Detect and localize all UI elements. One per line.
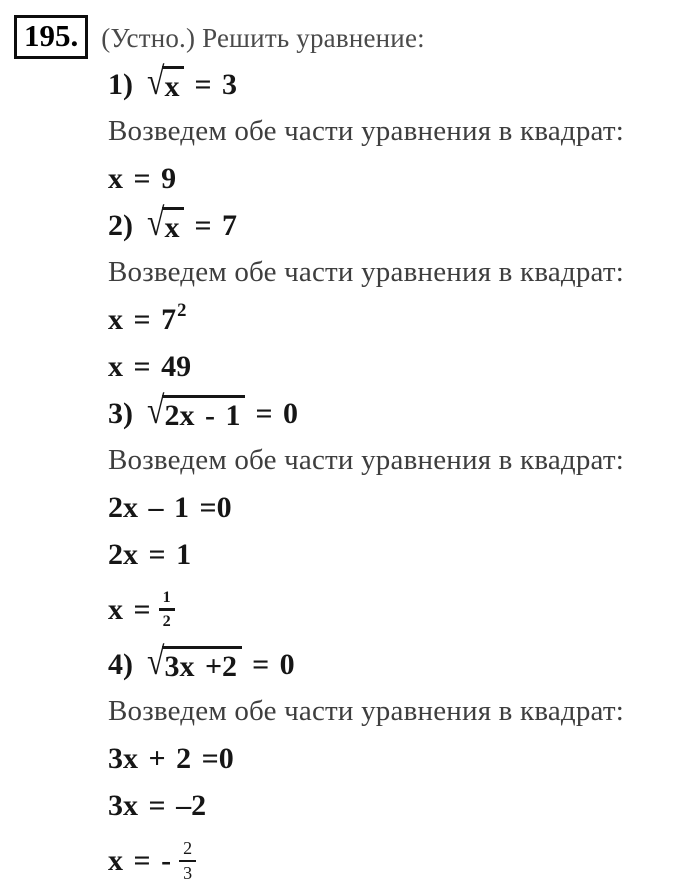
equation-4-label: 4)	[108, 647, 133, 681]
equation-4	[108, 641, 686, 688]
radical-expression-3	[147, 388, 245, 432]
problem-prompt: (Устно.) Решить уравнение:	[101, 22, 425, 53]
radicand-1: x	[162, 66, 184, 103]
p4-step-2: 3x = –2	[108, 788, 207, 822]
equation-2-label: 2)	[108, 208, 133, 242]
fraction-denominator: 3	[183, 862, 193, 883]
radicand-4: 3x +2	[162, 646, 242, 683]
radical-expression-2	[147, 200, 184, 244]
solution-body	[14, 61, 686, 892]
p3-step-2: 2x = 1	[108, 537, 192, 571]
squaring-note-2: Возведем обе части уравнения в квадрат:	[108, 256, 625, 288]
fraction-numerator: 2	[179, 839, 196, 862]
squaring-note-3: Возведем обе части уравнения в квадрат:	[108, 444, 625, 476]
equation-1	[108, 61, 686, 108]
p1-step-1: x = 9	[108, 161, 177, 195]
fraction-two-thirds	[179, 839, 196, 883]
radical-sign: √	[147, 59, 165, 103]
equation-1-label: 1)	[108, 67, 133, 101]
equation-3-rhs: = 0	[255, 396, 299, 430]
radicand-3: 2x - 1	[162, 395, 245, 432]
p4-step-1: 3x + 2 =0	[108, 741, 234, 775]
fraction-numerator: 1	[159, 589, 175, 611]
equation-2-rhs: = 7	[194, 208, 238, 242]
squaring-note-1: Возведем обе части уравнения в квадрат:	[108, 115, 625, 147]
fraction-denominator: 2	[162, 612, 171, 630]
p3-step-3	[108, 578, 686, 641]
equation-3	[108, 390, 686, 437]
p3-step-1: 2x – 1 =0	[108, 490, 232, 524]
equation-3-label: 3)	[108, 396, 133, 430]
radical-expression-1	[147, 59, 184, 103]
squaring-note-4: Возведем обе части уравнения в квадрат:	[108, 695, 625, 727]
equation-2	[108, 202, 686, 249]
equation-1-rhs: = 3	[194, 67, 238, 101]
p3-step-3-lhs: x =	[108, 592, 151, 626]
radicand-2: x	[162, 207, 184, 244]
p2-step-1: x = 7 2	[108, 300, 187, 336]
p4-step-3	[108, 829, 686, 892]
p4-step-3-lhs: x = -	[108, 843, 172, 877]
problem-number-box	[14, 15, 88, 59]
p2-step-1-base: x = 7	[108, 302, 177, 336]
problem-header	[14, 13, 686, 61]
radical-sign: √	[147, 200, 165, 244]
equation-4-rhs: = 0	[252, 647, 295, 681]
radical-expression-4	[147, 639, 242, 683]
p2-step-2: x = 49	[108, 349, 192, 383]
radical-sign: √	[147, 639, 165, 683]
radical-sign: √	[147, 388, 165, 432]
fraction-one-half	[159, 589, 175, 630]
problem-number: 195.	[24, 18, 79, 54]
